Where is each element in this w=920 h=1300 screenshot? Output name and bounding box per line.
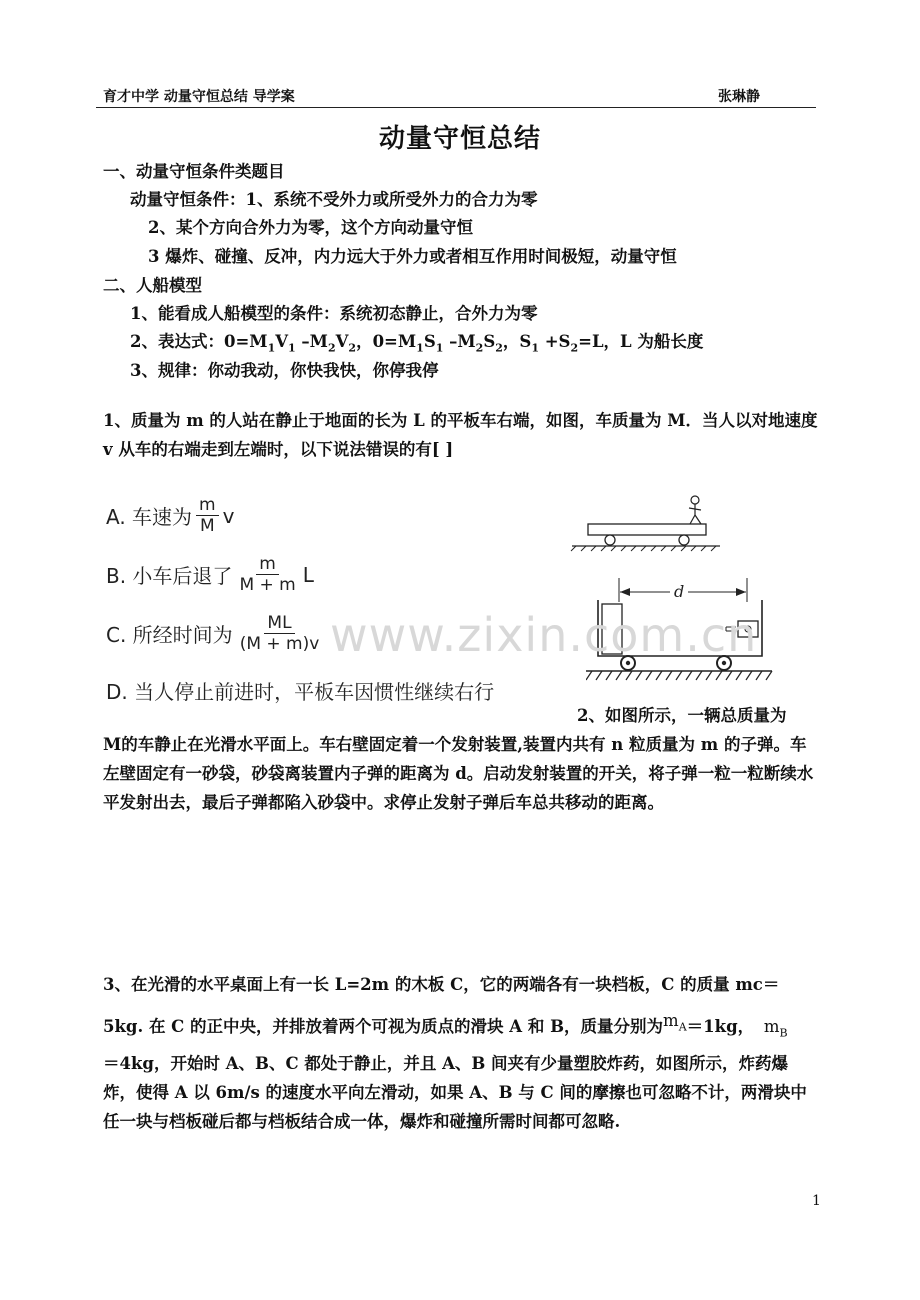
section1-line1: 动量守恒条件：1、系统不受外力或所受外力的合力为零 [130,190,538,209]
fraction: $\frac{m}{M + m}$ [239,554,296,595]
distance-label-d: d [674,582,685,601]
q1-text: 1、质量为 m 的人站在静止于地面的长为 L 的平板车右端，如图，车质量为 M．当人以对地速度 v 从车的右端走到左端时，以下说法错误的有[ ] [103,411,818,459]
page-number: 1 [812,1193,821,1209]
q3-text: ＝4kg，开始时 A、B、C 都处于静止，并且 A、B 间夹有少量塑胶炸药，如图所示，炸药爆炸，使得 A 以 6m/s 的速度水平向左滑动，如果 A、B 与 C 间的摩擦也可忽略不计，两滑块中任一块与档板碰后都与档板结合成一体，爆炸和碰撞所需时间都可忽略. [103,1054,807,1131]
q1-option-d: D. 当人停止前进时，平板车因惯性继续右行 [106,680,495,704]
q2-lead: 2、如图所示，一辆总质量为 [577,706,787,725]
watermark: www.zixin.com.cn [330,608,758,662]
header-right: 张琳静 [718,89,760,105]
header-left: 育才中学 动量守恒总结 导学案 [103,89,295,105]
section1-line2: 2、某个方向合外力为零，这个方向动量守恒 [148,218,473,237]
section2-line2: 2、表达式：$0=M_1V_1$ $-M_2V_2$，$0=M_1S_1$ $-M_2S_2$，$S_1 +S_2=L$，L 为船长度 [130,332,704,355]
section1-line3: 3 爆炸、碰撞、反冲，内力远大于外力或者相互作用时间极短，动量守恒 [148,247,677,266]
q3-line2: 5kg. 在 C 的正中央，并排放着两个可视为质点的滑块 A 和 B，质量分别为$m_A=1kg$， $m_B$ [103,1011,788,1040]
section2-line3: 3、规律：你动我动，你快我快，你停我停 [130,361,439,380]
q1-option-a: A. 车速为 $\frac{m}{M}$ v [106,495,235,536]
page-title: 动量守恒总结 [378,124,541,154]
fraction: $\frac{ML}{(M + m)v}$ [239,613,320,654]
header-rule [96,107,816,108]
fraction: $\frac{m}{M}$ [196,495,219,536]
mass-a-symbol: $m_A$ [663,1011,687,1034]
q2-text: M的车静止在光滑水平面上。车右壁固定着一个发射装置,装置内共有 n 粒质量为 m 的子弹。车左壁固定有一砂袋，砂袋离装置内子弹的距离为 d。启动发射装置的开关，将子弹一粒一粒断续水平发射出去，最后子弹都陷入砂袋中。求停止发射子弹后车总共移动的距离。 [103,735,814,812]
mass-b-symbol: $m_B$ [763,1017,788,1040]
q3-line1: 3、在光滑的水平桌面上有一长 L=2m 的木板 C，它的两端各有一块档板，C 的质量 mc＝ [103,975,780,994]
section1-heading: 一、动量守恒条件类题目 [103,162,285,181]
cart-person-figure [570,490,720,552]
section2-heading: 二、人船模型 [103,276,202,295]
section2-line1: 1、能看成人船模型的条件：系统初态静止，合外力为零 [130,304,538,323]
q1-option-c: C. 所经时间为 $\frac{ML}{(M + m)v}$ [106,613,326,654]
q1-option-b: B. 小车后退了 $\frac{m}{M + m}$ L [106,554,314,595]
